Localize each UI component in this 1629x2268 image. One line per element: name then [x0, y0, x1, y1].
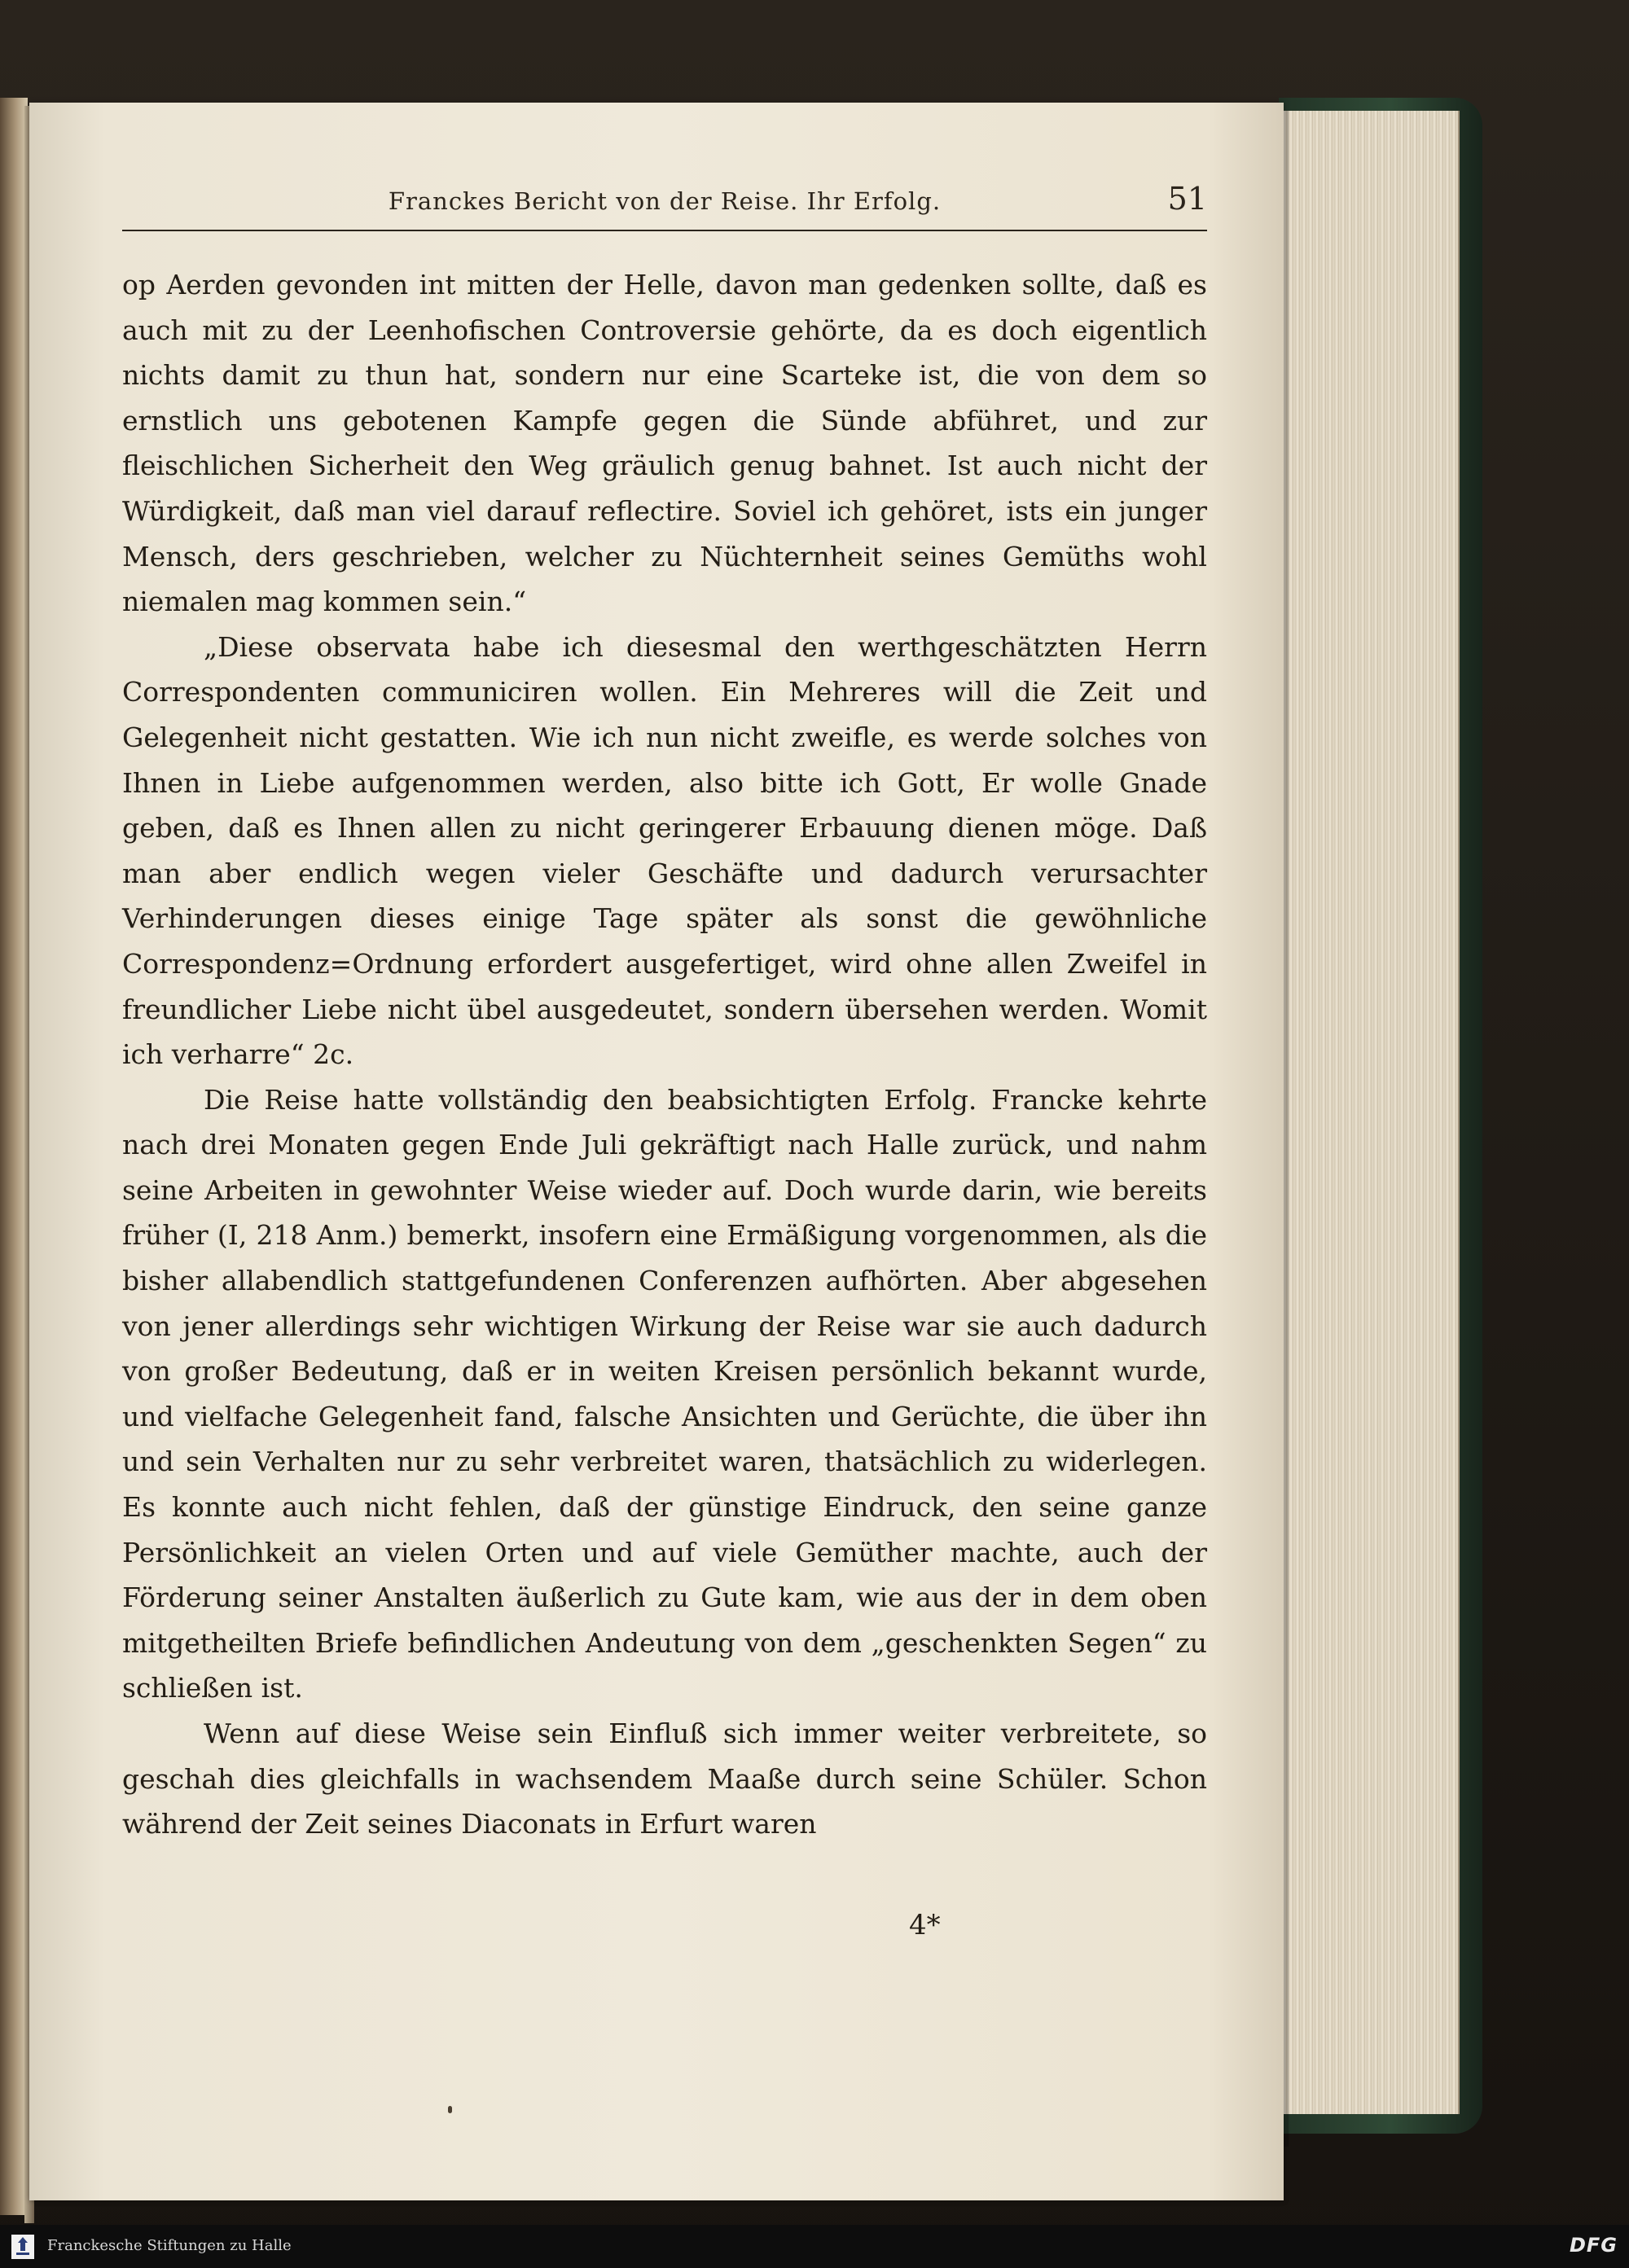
running-title: Franckes Bericht von der Reise. Ihr Erfolg.: [388, 187, 942, 215]
institution-logo-icon: [11, 2235, 34, 2259]
institution-name: Franckesche Stiftungen zu Halle: [47, 2237, 292, 2254]
page-header: [122, 181, 1207, 231]
book-page: [29, 103, 1284, 2200]
signature-mark: 4*: [909, 1909, 941, 1941]
viewer-footer: [0, 2225, 1629, 2268]
page-number: 51: [1167, 181, 1207, 217]
left-page-edge: [0, 98, 28, 2215]
paragraph: „Diese observata habe ich diesesmal den werthgeschätzten Herrn Correspondenten communiciren wollen. Ein Mehreres will die Zeit und Gelegenheit nicht gestatten. Wie ich nun nicht zweifle, es werde solches von Ihnen in Liebe aufgenommen werden, also bitte ich Gott, Er wolle Gnade geben, daß es Ihnen allen zu nicht geringerer Erbauung dienen möge. Daß man aber endlich wegen vieler Geschäfte und dadurch verursachter Verhinderungen dieses einige Tage später als sonst die gewöhnliche Correspondenz=Ordnung erfordert ausgefertiget, wird ohne allen Zweifel in freundlicher Liebe nicht übel ausgedeutet, sondern übersehen werden. Womit ich verharre“ 2c.: [122, 630, 1207, 1071]
page-body: [122, 262, 1207, 1847]
dfg-logo: DFG: [1569, 2234, 1618, 2257]
page-block-edges: [1280, 111, 1460, 2114]
paragraph: op Aerden gevonden int mitten der Helle, davon man gedenken sollte, daß es auch mit zu der Leenhofischen Controversie gehörte, da es doch eigentlich nichts damit zu thun hat, sondern nur eine Scarteke ist, die von dem so ernstlich uns gebotenen Kampfe gegen die Sünde abführet, und zur fleischlichen Sicherheit den Weg gräulich genug bahnet. Ist auch nicht der Würdigkeit, daß man viel darauf reflectire. Soviel ich gehöret, ists ein junger Mensch, ders geschrieben, welcher zu Nüchternheit seines Gemüths wohl niemalen mag kommen sein.“: [122, 269, 1207, 618]
paper-speck: [448, 2106, 452, 2113]
paragraph: Wenn auf diese Weise sein Einfluß sich immer weiter verbreitete, so geschah dies gleichfalls in wachsendem Maaße durch seine Schüler. Schon während der Zeit seines Diaconats in Erfurt waren: [122, 1717, 1207, 1840]
paragraph: Die Reise hatte vollständig den beabsichtigten Erfolg. Francke kehrte nach drei Monaten gegen Ende Juli gekräftigt nach Halle zurück, und nahm seine Arbeiten in gewohnter Weise wieder auf. Doch wurde darin, wie bereits früher (I, 218 Anm.) bemerkt, insofern eine Ermäßigung vorgenommen, als die bisher allabendlich stattgefundenen Conferenzen aufhörten. Aber abgesehen von jener allerdings sehr wichtigen Wirkung der Reise war sie auch dadurch von großer Bedeutung, daß er in weiten Kreisen persönlich bekannt wurde, und vielfache Gelegenheit fand, falsche Ansichten und Gerüchte, die über ihn und sein Verhalten nur zu sehr verbreitet waren, thatsächlich zu widerlegen. Es konnte auch nicht fehlen, daß der günstige Eindruck, den seine ganze Persönlichkeit an vielen Orten und auf viele Gemüther machte, auch der Förderung seiner Anstalten äußerlich zu Gute kam, wie aus der in dem oben mitgetheilten Briefe befindlichen Andeutung von dem „geschenkten Segen“ zu schließen ist.: [122, 1083, 1207, 1704]
